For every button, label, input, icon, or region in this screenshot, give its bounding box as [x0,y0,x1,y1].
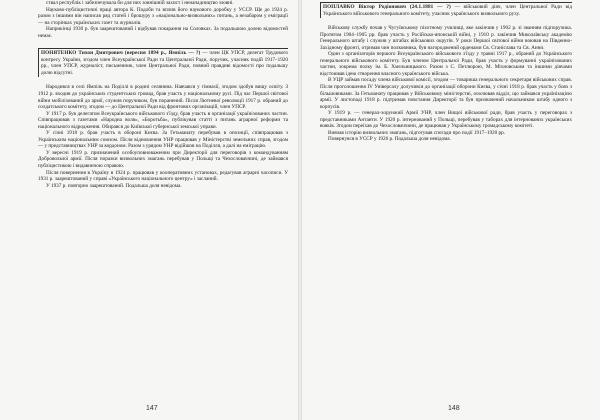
paragraph: Після повернення в Україну в 1924 р. працював у кооперативних установах, редагував аграрні часописи. У 1931 р. заарештований у справі «Українського національного центру» і засланий. [38,169,288,183]
entry-subtitle: — член ЦК УПСР, делегат Трудового конгресу України, згодом член Всеукраїнської Ради та Центральної Ради, поручик, учасник подій 1917–1920 рр., член УПСР, журналіст, письменник, член Центральної Ради, повний правдиві відомості про подальшу долю відсутні. [41,50,288,76]
paragraph: Народився в селі Ямпіль на Поділлі в родині селянина. Навчався у гімназії, згодом здобув вищу освіту. З 1912 р. входив до українських студентських громад, брав участь у національному русі. Під час Першої світової війни мобілізований до армії, служив поручиком, був поранений. Після Лютневої революції 1917 р. обраний до солдатського комітету, згодом — до Центральної Ради від фронтових організацій, член УПСР. [38,84,288,111]
paragraph: Військову службу почав у Чугуївському піхотному училищі, яке закінчив у 1902 р. зі званням підпоручика. Протягом 1904–1905 рр. брав участь у Російсько-японській війні, у 1910 р. закінчив Миколаївську академію Генерального штабу і служив у штабах військових округів. У роки Першої світової війни воював на Південно-Західному фронті, отримав чин полковника, був нагороджений орденами Св. Станіслава та Св. Анни. [320,25,572,51]
left-page-text [38,0,288,400]
entry-name: ПОНЯТЕНКО Тихон Дмитрович (вересня 1894 р., Ямпіль — ?) [41,50,201,57]
paragraph: У 1937 р. повторно заарештований. Подальша доля невідома. [46,182,182,189]
paragraph: Науково-публіцистичні праці автора К. Подоби та вплив його наукового доробку у УССР. Ще до 1924 р. разом з іншими він написав ряд статей і брошуру з «національно-визвольних» питань, а незабаром у еміграції — на сторінках українських газет та журналів. [38,6,288,26]
paragraph: У січні 1918 р. брав участь в обороні Києва. За Гетьманату перебував в опозиції, співпрацював з Українським національним союзом. Після відновлення УНР працював у Міністерстві земельних справ, згодом — у представництвах УНР за кордоном. Разом з урядом УНР відійшов на Поділля, а далі на еміграцію. [38,130,288,150]
paragraph: У вересні 1919 р. призначений особоуповноваженим при Директорії для переговорів з командуванням Добровольчої армії. Після поразки визвольних змагань перебував у Польщі та Чехословаччині, де займався публіцистикою і видавничою справою. [38,149,288,170]
entry-name: ПОПЛАВКО Віктор Родіонович (24.1.1881 — ?) [323,4,451,10]
paragraph: У 1917 р. був делегатом Всеукраїнського військового з'їзду, брав участь в організації українізованих частин. Співпрацював з газетами «Народна воля», «Боротьба», публікував статті з питань аграрної реформи та національного відродження. Обирався до Київської губернської земської управи. [38,110,288,130]
entry-subtitle: — військовий діяч, член Центральної Ради від Українського військового генерального комітету, учасник українського визвольного руху. [323,4,572,17]
right-page [302,0,600,420]
left-page [0,0,298,420]
right-page-text [320,0,572,400]
paragraph: Повернувся в УССР у 1926 р. Подальша доля невідома. [328,136,451,143]
paragraph: Один з організаторів першого Всеукраїнського військового з'їзду у травні 1917 р., обраний до Українського генерального військового комітету. Був членом Центральної Ради, брав участь у формуванні українізованих частин, зокрема полку ім. Б. Хмельницького. Разом з С. Петлюрою, М. Міхновським та іншими діячами відстоював ідею створення власного українського війська. [320,51,572,77]
entry-heading [38,48,288,77]
paragraph: ствал республік і забезпечувала би для них зовнішній захист і ненападництво ззовні. [46,0,234,6]
page-number: 147 [146,405,158,412]
paragraph: У 1919 р. — генерал-хорунжий Армії УНР, член Вищої військової ради, брав участь у переговорах з представниками Антанти. У 1920 р. інтернований у Польщі, перебував у таборах для інтернованих українських вояків. Згодом переїхав до Чехословаччини, де працював у Українському громадському комітеті. [320,110,572,130]
paragraph: В УЦР займав посаду члена військової комісії, згодом — товариша генерального секретаря військових справ. Після проголошення IV Універсалу долучився до організації оборони Києва, у січні 1918 р. брав участь у боях з більшовиками. За Гетьманату працював у Військовому міністерстві, очолював відділ, що займався українізацією армії. У листопаді 1918 р. підтримав повстання Директорії та був призначений начальником штабу одного з корпусів. [320,77,572,110]
entry-heading [320,2,572,18]
paragraph: Вивчав історію визвольних змагань, підготував спогади про події 1917–1920 рр. [328,129,506,136]
page-number: 148 [448,405,460,412]
paragraph: Наприкінці 1930 р. був заарештований і відбував покарання на Соловках. За подальшою долею відомостей немає. [38,26,288,39]
